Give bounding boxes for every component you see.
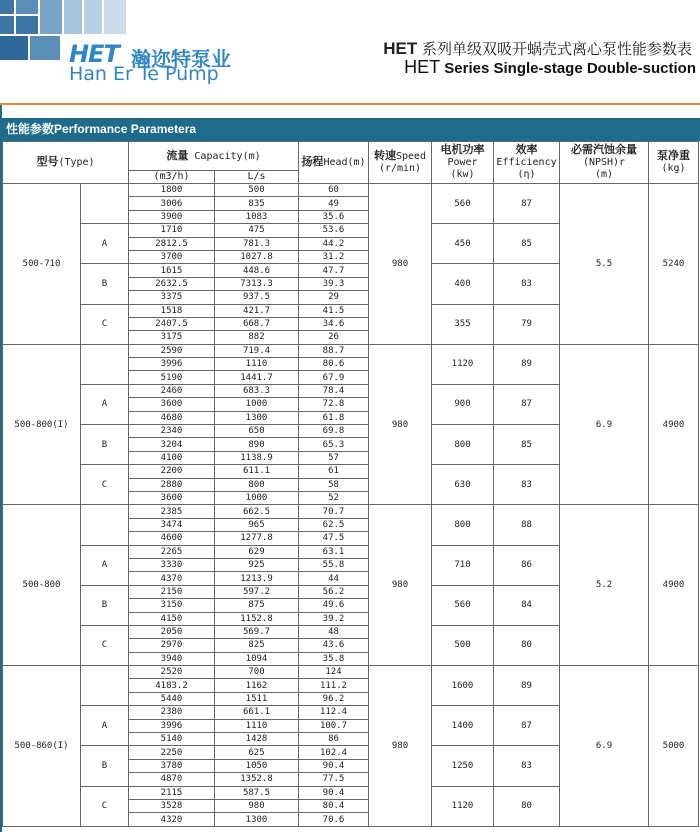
head-value: 112.4 — [299, 706, 369, 719]
col-npsh — [560, 142, 649, 184]
power-value: 560 — [432, 184, 494, 224]
efficiency-value: 85 — [494, 224, 560, 264]
capacity-ls: 890 — [215, 438, 299, 451]
capacity-m3h: 4680 — [129, 411, 215, 424]
head-value: 90.4 — [299, 759, 369, 772]
capacity-m3h: 3528 — [129, 799, 215, 812]
capacity-m3h: 4150 — [129, 612, 215, 625]
capacity-ls: 650 — [215, 425, 299, 438]
capacity-ls: 1511 — [215, 692, 299, 705]
capacity-ls: 1300 — [215, 411, 299, 424]
col-capacity-en: Capacity(m) — [194, 150, 261, 162]
efficiency-value: 89 — [494, 344, 560, 384]
power-value: 560 — [432, 585, 494, 625]
head-value: 52 — [299, 491, 369, 504]
capacity-m3h: 1518 — [129, 304, 215, 317]
head-value: 70.6 — [299, 813, 369, 826]
head-value: 44.2 — [299, 237, 369, 250]
head-value: 86 — [299, 733, 369, 746]
col-head — [299, 142, 369, 184]
capacity-m3h: 2385 — [129, 505, 215, 518]
capacity-m3h: 3900 — [129, 210, 215, 223]
capacity-ls: 875 — [215, 599, 299, 612]
head-value: 96.2 — [299, 692, 369, 705]
variant-code: B — [81, 585, 129, 625]
title-english — [404, 57, 696, 78]
col-eff-en: Efficiency — [496, 157, 557, 168]
capacity-ls: 1213.9 — [215, 572, 299, 585]
power-value: 710 — [432, 545, 494, 585]
efficiency-value: 86 — [494, 545, 560, 585]
logo-square — [16, 0, 38, 14]
logo-square — [0, 0, 14, 14]
col-eff-cn: 效率 — [515, 143, 538, 156]
capacity-m3h: 2250 — [129, 746, 215, 759]
head-value: 57 — [299, 451, 369, 464]
head-value: 35.6 — [299, 210, 369, 223]
variant-code: C — [81, 625, 129, 665]
head-value: 34.6 — [299, 317, 369, 330]
title-cn-text: 系列单级双吸开蜗壳式离心泵性能参数表 — [421, 40, 692, 58]
head-value: 48 — [299, 625, 369, 638]
capacity-ls: 1277.8 — [215, 532, 299, 545]
head-value: 53.6 — [299, 224, 369, 237]
npsh-value: 6.9 — [560, 666, 649, 827]
capacity-m3h: 2340 — [129, 425, 215, 438]
capacity-m3h: 1800 — [129, 184, 215, 197]
capacity-ls: 500 — [215, 184, 299, 197]
capacity-m3h: 3006 — [129, 197, 215, 210]
power-value: 500 — [432, 625, 494, 665]
head-value: 70.7 — [299, 505, 369, 518]
head-value: 47.5 — [299, 532, 369, 545]
capacity-ls: 1352.8 — [215, 773, 299, 786]
head-value: 111.2 — [299, 679, 369, 692]
capacity-m3h: 4100 — [129, 451, 215, 464]
head-value: 29 — [299, 291, 369, 304]
orange-divider — [0, 103, 700, 105]
head-value: 56.2 — [299, 585, 369, 598]
capacity-m3h: 3175 — [129, 331, 215, 344]
logo-square — [0, 36, 28, 60]
efficiency-value: 87 — [494, 706, 560, 746]
power-value: 900 — [432, 384, 494, 424]
col-capacity — [129, 142, 299, 171]
table-row — [3, 505, 699, 518]
col-weight-unit: (kg) — [661, 163, 686, 174]
capacity-m3h: 5140 — [129, 733, 215, 746]
head-value: 124 — [299, 666, 369, 679]
capacity-ls: 625 — [215, 746, 299, 759]
head-value: 100.7 — [299, 719, 369, 732]
power-value: 800 — [432, 505, 494, 545]
head-value: 49 — [299, 197, 369, 210]
logo-square — [16, 16, 38, 34]
logo-chinese-name: 瀚迩特泵业 — [131, 47, 231, 71]
capacity-m3h: 2200 — [129, 465, 215, 478]
capacity-ls: 1000 — [215, 491, 299, 504]
capacity-m3h: 2520 — [129, 666, 215, 679]
capacity-ls: 668.7 — [215, 317, 299, 330]
head-value: 67.9 — [299, 371, 369, 384]
efficiency-value: 80 — [494, 786, 560, 826]
logo-square — [0, 16, 14, 34]
capacity-ls: 421.7 — [215, 304, 299, 317]
capacity-ls: 597.2 — [215, 585, 299, 598]
variant-code: A — [81, 545, 129, 585]
head-value: 102.4 — [299, 746, 369, 759]
col-power — [432, 142, 494, 184]
title-en-brand: HET — [404, 57, 441, 77]
col-efficiency — [494, 142, 560, 184]
col-head-en: Head(m) — [323, 157, 366, 168]
logo-mark: HET — [69, 40, 119, 68]
capacity-m3h: 2265 — [129, 545, 215, 558]
capacity-m3h: 3600 — [129, 398, 215, 411]
logo-square — [40, 0, 62, 34]
variant-code: A — [81, 384, 129, 424]
capacity-ls: 882 — [215, 331, 299, 344]
capacity-m3h: 2050 — [129, 625, 215, 638]
capacity-ls: 1162 — [215, 679, 299, 692]
speed-value: 980 — [369, 666, 432, 827]
performance-table — [2, 141, 699, 827]
capacity-ls: 1300 — [215, 813, 299, 826]
capacity-ls: 683.3 — [215, 384, 299, 397]
capacity-m3h: 3996 — [129, 719, 215, 732]
capacity-ls: 7313.3 — [215, 277, 299, 290]
variant-code: B — [81, 746, 129, 786]
capacity-ls: 1110 — [215, 719, 299, 732]
power-value: 1600 — [432, 666, 494, 706]
variant-code — [81, 666, 129, 706]
capacity-m3h: 3700 — [129, 250, 215, 263]
head-value: 63.1 — [299, 545, 369, 558]
capacity-ls: 1000 — [215, 398, 299, 411]
head-value: 39.3 — [299, 277, 369, 290]
capacity-m3h: 5440 — [129, 692, 215, 705]
head-value: 47.7 — [299, 264, 369, 277]
head-value: 55.8 — [299, 558, 369, 571]
speed-value: 980 — [369, 344, 432, 505]
capacity-ls: 1428 — [215, 733, 299, 746]
col-speed-cn: 转速 — [373, 149, 396, 162]
capacity-m3h: 3204 — [129, 438, 215, 451]
head-value: 72.8 — [299, 398, 369, 411]
variant-code — [81, 344, 129, 384]
capacity-m3h: 4870 — [129, 773, 215, 786]
col-npsh-unit: (m) — [594, 169, 614, 180]
power-value: 1400 — [432, 706, 494, 746]
capacity-m3h: 2880 — [129, 478, 215, 491]
variant-code: C — [81, 786, 129, 826]
logo-english-name: Han Er Te Pump — [69, 63, 219, 85]
variant-code — [81, 505, 129, 545]
capacity-m3h: 2380 — [129, 706, 215, 719]
model-name: 500-710 — [3, 184, 81, 345]
head-value: 77.5 — [299, 773, 369, 786]
power-value: 450 — [432, 224, 494, 264]
capacity-m3h: 2970 — [129, 639, 215, 652]
capacity-m3h: 3600 — [129, 491, 215, 504]
logo-square — [104, 0, 126, 34]
head-value: 65.3 — [299, 438, 369, 451]
model-name: 500-800(I) — [3, 344, 81, 505]
col-speed-unit: (r/min) — [378, 163, 422, 174]
variant-code: A — [81, 224, 129, 264]
head-value: 69.8 — [299, 425, 369, 438]
col-type — [3, 142, 129, 184]
capacity-m3h: 2407.5 — [129, 317, 215, 330]
capacity-m3h: 3996 — [129, 358, 215, 371]
capacity-m3h: 4320 — [129, 813, 215, 826]
head-value: 60 — [299, 184, 369, 197]
capacity-ls: 475 — [215, 224, 299, 237]
head-value: 58 — [299, 478, 369, 491]
capacity-ls: 1441.7 — [215, 371, 299, 384]
capacity-ls: 825 — [215, 639, 299, 652]
efficiency-value: 80 — [494, 625, 560, 665]
head-value: 41.5 — [299, 304, 369, 317]
col-capacity-cn: 流量 — [166, 148, 189, 162]
power-value: 1120 — [432, 344, 494, 384]
power-value: 1120 — [432, 786, 494, 826]
capacity-ls: 1094 — [215, 652, 299, 665]
weight-value: 4900 — [649, 505, 699, 666]
capacity-m3h: 4600 — [129, 532, 215, 545]
head-value: 80.4 — [299, 799, 369, 812]
col-power-unit: (kw) — [450, 169, 475, 180]
speed-value: 980 — [369, 505, 432, 666]
model-name: 500-860(I) — [3, 666, 81, 827]
col-eff-unit: (η) — [517, 169, 536, 180]
table-row — [3, 666, 699, 679]
capacity-m3h: 4183.2 — [129, 679, 215, 692]
logo-square — [64, 0, 82, 34]
efficiency-value: 83 — [494, 746, 560, 786]
power-value: 800 — [432, 425, 494, 465]
capacity-ls: 611.1 — [215, 465, 299, 478]
capacity-ls: 700 — [215, 666, 299, 679]
capacity-m3h: 3150 — [129, 599, 215, 612]
efficiency-value: 79 — [494, 304, 560, 344]
capacity-ls: 629 — [215, 545, 299, 558]
power-value: 630 — [432, 465, 494, 505]
table-row — [3, 184, 699, 197]
capacity-m3h: 1710 — [129, 224, 215, 237]
capacity-ls: 1083 — [215, 210, 299, 223]
col-speed-en: Speed — [395, 151, 427, 162]
head-value: 31.2 — [299, 250, 369, 263]
efficiency-value: 89 — [494, 666, 560, 706]
efficiency-value: 88 — [494, 505, 560, 545]
head-value: 61.8 — [299, 411, 369, 424]
head-value: 49.6 — [299, 599, 369, 612]
efficiency-value: 85 — [494, 425, 560, 465]
capacity-m3h: 2115 — [129, 786, 215, 799]
col-type-cn: 型号 — [36, 155, 59, 168]
capacity-ls: 925 — [215, 558, 299, 571]
capacity-ls: 781.3 — [215, 237, 299, 250]
capacity-m3h: 2590 — [129, 344, 215, 357]
efficiency-value: 83 — [494, 465, 560, 505]
col-speed — [369, 142, 432, 184]
header — [0, 0, 700, 103]
col-type-en: (Type) — [58, 157, 95, 168]
efficiency-value: 83 — [494, 264, 560, 304]
efficiency-value: 87 — [494, 184, 560, 224]
logo-square — [84, 0, 102, 34]
capacity-ls: 800 — [215, 478, 299, 491]
efficiency-value: 84 — [494, 585, 560, 625]
capacity-ls: 1110 — [215, 358, 299, 371]
col-power-en: Power — [447, 157, 478, 168]
npsh-value: 5.5 — [560, 184, 649, 345]
capacity-m3h: 3474 — [129, 518, 215, 531]
head-value: 90.4 — [299, 786, 369, 799]
col-weight-cn: 泵净重 — [657, 149, 691, 162]
capacity-m3h: 1615 — [129, 264, 215, 277]
npsh-value: 5.2 — [560, 505, 649, 666]
head-value: 35.8 — [299, 652, 369, 665]
title-cn-brand: HET — [383, 39, 418, 58]
head-value: 44 — [299, 572, 369, 585]
head-value: 80.6 — [299, 358, 369, 371]
model-name: 500-800 — [3, 505, 81, 666]
capacity-ls: 937.5 — [215, 291, 299, 304]
col-head-cn: 扬程 — [301, 155, 324, 168]
capacity-ls: 662.5 — [215, 505, 299, 518]
head-value: 88.7 — [299, 344, 369, 357]
capacity-ls: 1027.8 — [215, 250, 299, 263]
capacity-ls: 569.7 — [215, 625, 299, 638]
variant-code: B — [81, 264, 129, 304]
capacity-ls: 719.4 — [215, 344, 299, 357]
variant-code: A — [81, 706, 129, 746]
capacity-ls: 661.1 — [215, 706, 299, 719]
capacity-m3h: 3375 — [129, 291, 215, 304]
head-value: 61 — [299, 465, 369, 478]
power-value: 400 — [432, 264, 494, 304]
capacity-ls: 980 — [215, 799, 299, 812]
speed-value: 980 — [369, 184, 432, 345]
variant-code: C — [81, 304, 129, 344]
capacity-m3h: 2150 — [129, 585, 215, 598]
capacity-ls: 965 — [215, 518, 299, 531]
col-npsh-en: (NPSH)r — [582, 157, 626, 168]
weight-value: 4900 — [649, 344, 699, 505]
power-value: 1250 — [432, 746, 494, 786]
weight-value: 5240 — [649, 184, 699, 345]
head-value: 43.6 — [299, 639, 369, 652]
col-npsh-cn: 必需汽蚀余量 — [571, 143, 638, 156]
head-value: 62.5 — [299, 518, 369, 531]
weight-value: 5000 — [649, 666, 699, 827]
variant-code — [81, 184, 129, 224]
variant-code: B — [81, 425, 129, 465]
power-value: 355 — [432, 304, 494, 344]
capacity-m3h: 2632.5 — [129, 277, 215, 290]
efficiency-value: 87 — [494, 384, 560, 424]
logo-square — [30, 36, 60, 60]
head-value: 39.2 — [299, 612, 369, 625]
capacity-m3h: 5190 — [129, 371, 215, 384]
capacity-ls: 1050 — [215, 759, 299, 772]
capacity-ls: 587.5 — [215, 786, 299, 799]
col-capacity-ls: L/s — [215, 171, 299, 184]
capacity-m3h: 2460 — [129, 384, 215, 397]
capacity-ls: 1152.8 — [215, 612, 299, 625]
table-row — [3, 344, 699, 357]
capacity-m3h: 3940 — [129, 652, 215, 665]
capacity-m3h: 3780 — [129, 759, 215, 772]
col-capacity-m3h: (m3/h) — [129, 171, 215, 184]
head-value: 78.4 — [299, 384, 369, 397]
capacity-m3h: 4370 — [129, 572, 215, 585]
title-chinese — [383, 38, 692, 59]
npsh-value: 6.9 — [560, 344, 649, 505]
capacity-ls: 448.6 — [215, 264, 299, 277]
capacity-ls: 1138.9 — [215, 451, 299, 464]
capacity-ls: 835 — [215, 197, 299, 210]
col-weight — [649, 142, 699, 184]
table-body — [3, 184, 699, 827]
col-power-cn: 电机功率 — [440, 143, 485, 156]
capacity-m3h: 2812.5 — [129, 237, 215, 250]
head-value: 26 — [299, 331, 369, 344]
section-title-bar: 性能参数Performance Parametera — [0, 118, 700, 141]
title-en-text: Series Single-stage Double-suction — [444, 60, 696, 77]
variant-code: C — [81, 465, 129, 505]
capacity-m3h: 3330 — [129, 558, 215, 571]
